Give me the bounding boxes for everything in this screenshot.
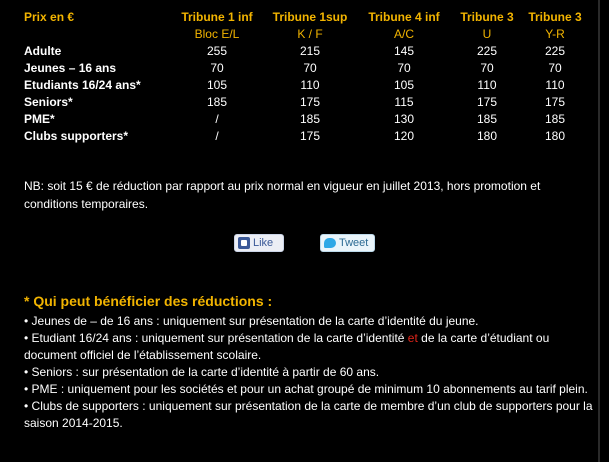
row-label: Jeunes – 16 ans [24,61,117,75]
reduction-item-seniors: • Seniors : sur présentation de la carte d’identité à partir de 60 ans. [24,365,380,379]
price-cell: 255 [206,44,228,58]
price-cell: 185 [476,112,498,126]
tweet-button[interactable] [320,234,375,252]
price-cell: 70 [548,61,562,75]
table-row [24,94,588,111]
price-cell: 215 [299,44,321,58]
block-label: A/C [393,27,414,41]
price-header-label: Prix en € [24,10,75,24]
column-header: Tribune 3 [460,10,514,24]
price-cell: 110 [545,78,565,92]
column-header: Tribune 4 inf [368,10,440,24]
row-label: Etudiants 16/24 ans* [24,78,141,92]
reduction-item-jeunes: • Jeunes de – de 16 ans : uniquement sur présentation de la carte d’identité du jeune. [24,314,479,328]
block-label: K / F [297,27,323,41]
row-label: Clubs supporters* [24,129,129,143]
etudiant-et-highlight: et [407,331,418,345]
table-row [24,128,588,145]
column-header: Tribune 3 [528,10,582,24]
price-cell: / [215,112,219,126]
subheader-empty [24,26,170,43]
table-row [24,60,588,77]
price-cell: 110 [477,78,497,92]
price-cell: 105 [206,78,228,92]
price-cell: 70 [210,61,224,75]
etudiant-text-1: • Etudiant 16/24 ans : uniquement sur présentation de la carte d’identité [24,331,408,345]
table-row [24,111,588,128]
like-label: Like [253,237,274,249]
price-cell: 175 [476,95,498,109]
twitter-bird-icon [324,238,336,248]
price-table-subheader [24,26,588,43]
tweet-label: Tweet [339,237,369,249]
price-cell: 70 [480,61,494,75]
price-cell: 175 [299,95,321,109]
price-cell: / [215,129,219,143]
table-row [24,77,588,94]
price-cell: 175 [299,129,321,143]
table-row [24,43,588,60]
price-cell: 180 [476,129,498,143]
row-label: Seniors* [24,95,73,109]
block-label: Y-R [545,27,565,41]
price-cell: 175 [544,95,566,109]
price-cell: 180 [544,129,566,143]
etudiant-text-2: de la carte d’étudiant ou document officiel de l’établissement scolaire. [24,331,550,362]
price-cell: 185 [299,112,321,126]
row-label: PME* [24,112,55,126]
column-header: Tribune 1 inf [181,10,253,24]
price-cell: 105 [393,78,415,92]
price-cell: 70 [397,61,411,75]
block-label: Bloc E/L [194,27,240,41]
facebook-like-button[interactable] [234,234,284,252]
column-header: Tribune 1sup [272,10,348,24]
price-cell: 120 [393,129,415,143]
thumbs-up-icon [238,237,250,249]
price-table [24,9,588,145]
row-label: Adulte [24,44,62,58]
price-cell: 225 [544,44,566,58]
reduction-item-pme: • PME : uniquement pour les sociétés et pour un achat groupé de minimum 10 abonnements au tarif plein. [24,382,588,396]
price-cell: 145 [393,44,415,58]
price-cell: 130 [393,112,415,126]
price-table-header [24,9,588,26]
block-label: U [482,27,492,41]
price-cell: 110 [300,78,320,92]
price-cell: 115 [394,95,414,109]
reduction-item-etudiant [24,330,594,364]
price-cell: 70 [303,61,317,75]
social-share-bar [0,234,600,254]
price-cell: 185 [206,95,228,109]
price-cell: 185 [544,112,566,126]
reductions-title: * Qui peut bénéficier des réductions : [24,293,273,309]
reduction-item-clubs: • Clubs de supporters : uniquement sur présentation de la carte de membre d’un club de supporters pour la saison 2014-2015. [24,399,593,430]
reductions-section [24,292,594,432]
price-cell: 225 [476,44,498,58]
nb-note: NB: soit 15 € de réduction par rapport au prix normal en vigueur en juillet 2013, hors promotion et conditions temporaires. [24,179,541,211]
